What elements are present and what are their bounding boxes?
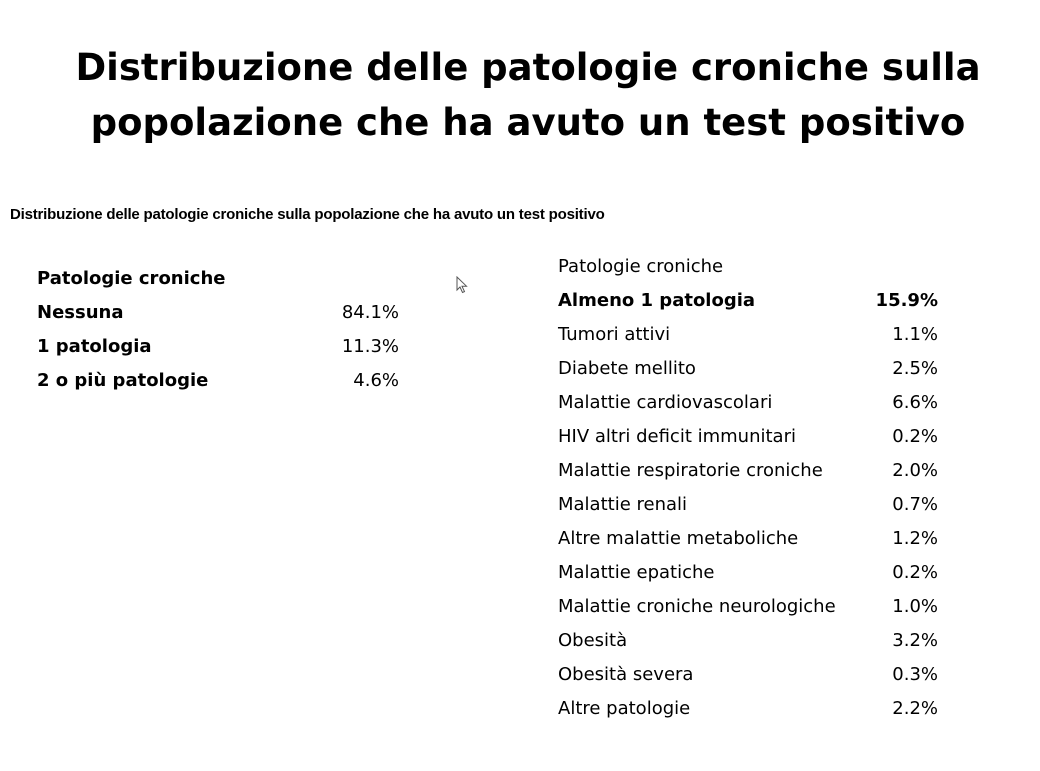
table-row xyxy=(558,318,938,352)
table-caption: Distribuzione delle patologie croniche sulla popolazione che ha avuto un test positivo xyxy=(10,206,605,223)
row-label: Malattie croniche neurologiche xyxy=(558,596,836,617)
right-table-header-row xyxy=(558,250,938,284)
row-label: Diabete mellito xyxy=(558,358,696,379)
table-row xyxy=(37,364,399,398)
left-table-header-row xyxy=(37,262,399,296)
row-value: 2.0% xyxy=(892,460,938,481)
table-row xyxy=(558,590,938,624)
table-row xyxy=(558,454,938,488)
row-label: Malattie epatiche xyxy=(558,562,715,583)
row-value: 11.3% xyxy=(341,336,399,357)
table-row xyxy=(558,624,938,658)
row-label: Altre patologie xyxy=(558,698,691,719)
left-table-header: Patologie croniche xyxy=(37,268,226,289)
row-label: 2 o più patologie xyxy=(37,370,209,391)
row-label: Malattie respiratorie croniche xyxy=(558,460,823,481)
row-value: 1.0% xyxy=(892,596,938,617)
table-row xyxy=(558,556,938,590)
table-row xyxy=(558,488,938,522)
left-table xyxy=(37,262,399,398)
table-row xyxy=(558,386,938,420)
row-label: Obesità severa xyxy=(558,664,694,685)
table-row xyxy=(558,522,938,556)
row-value: 3.2% xyxy=(892,630,938,651)
row-value: 2.2% xyxy=(892,698,938,719)
row-value: 0.2% xyxy=(892,562,938,583)
table-row xyxy=(558,658,938,692)
row-label: 1 patologia xyxy=(37,336,152,357)
row-value: 1.1% xyxy=(892,324,938,345)
row-label: Malattie cardiovascolari xyxy=(558,392,773,413)
row-value: 84.1% xyxy=(341,302,399,323)
row-value: 2.5% xyxy=(892,358,938,379)
row-label: Tumori attivi xyxy=(558,324,671,345)
table-row xyxy=(558,692,938,726)
row-label: Nessuna xyxy=(37,302,124,323)
right-table-header: Patologie croniche xyxy=(558,256,724,277)
summary-label: Almeno 1 patologia xyxy=(558,290,756,311)
row-label: Malattie renali xyxy=(558,494,688,515)
row-label: Obesità xyxy=(558,630,628,651)
table-row xyxy=(558,352,938,386)
row-value: 0.2% xyxy=(892,426,938,447)
table-row xyxy=(37,296,399,330)
row-label: HIV altri deficit immunitari xyxy=(558,426,796,447)
row-value: 6.6% xyxy=(892,392,938,413)
slide-title-line-1: Distribuzione delle patologie croniche sulla xyxy=(75,46,981,89)
row-label: Altre malattie metaboliche xyxy=(558,528,799,549)
summary-row xyxy=(558,284,938,318)
slide-title-line-2: popolazione che ha avuto un test positivo xyxy=(90,101,966,144)
slide-title xyxy=(0,40,1040,150)
row-value: 0.3% xyxy=(892,664,938,685)
row-value: 0.7% xyxy=(892,494,938,515)
row-value: 1.2% xyxy=(892,528,938,549)
right-table xyxy=(558,250,938,726)
table-row xyxy=(558,420,938,454)
summary-value: 15.9% xyxy=(875,290,938,311)
row-value: 4.6% xyxy=(353,370,399,391)
table-row xyxy=(37,330,399,364)
mouse-pointer-icon xyxy=(456,276,468,294)
